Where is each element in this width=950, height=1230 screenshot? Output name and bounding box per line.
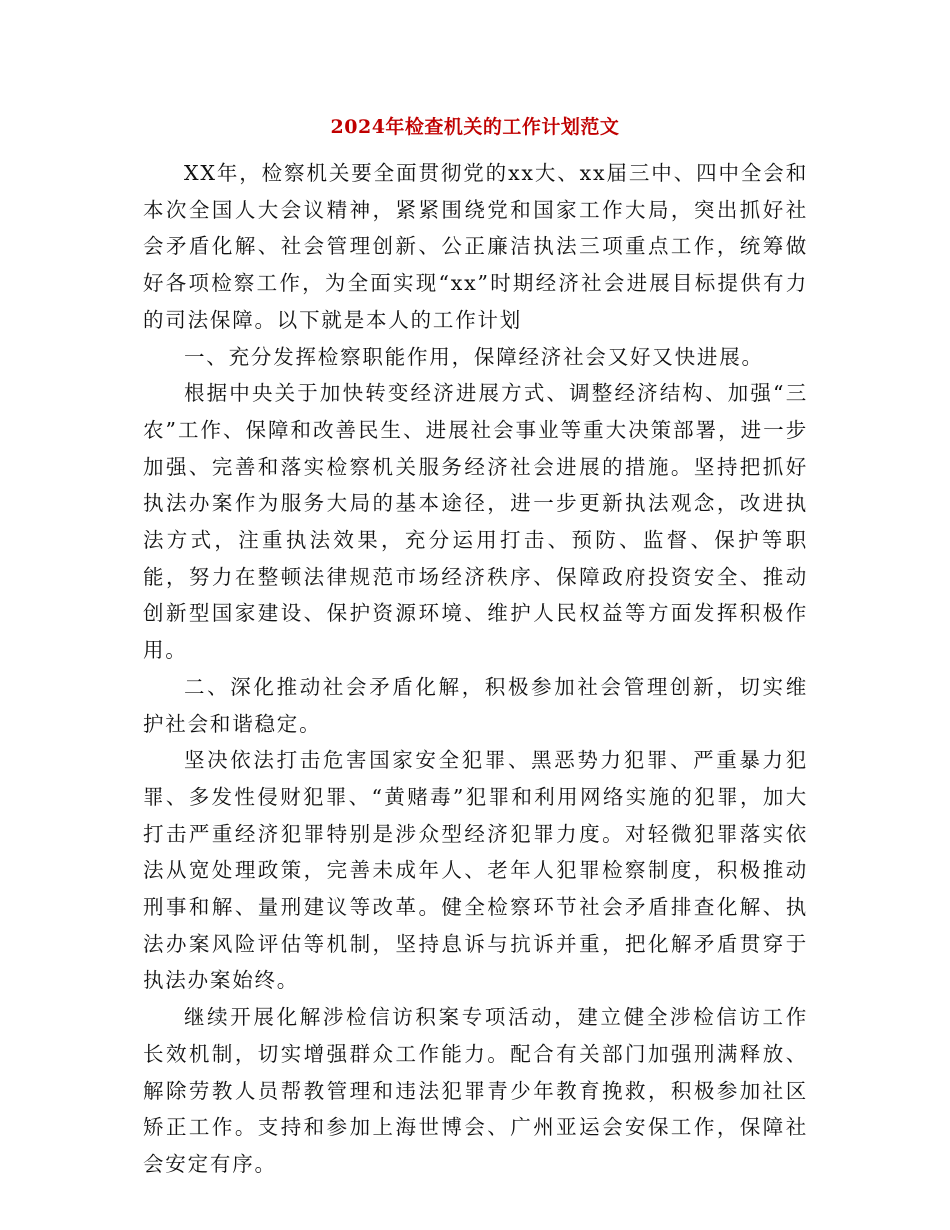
document-title: 2024年检查机关的工作计划范文 bbox=[330, 116, 620, 138]
paragraph-intro: XX年，检察机关要全面贯彻党的xx大、xx届三中、四中全会和本次全国人大会议精神，紧紧围绕党和国家工作大局，突出抓好社会矛盾化解、社会管理创新、公正廉洁执法三项重点工作，统筹做好各项检察工作，为全面实现“xx”时期经济社会进展目标提供有力的司法保障。以下就是本人的工作计划 bbox=[143, 161, 808, 332]
document-body bbox=[143, 155, 808, 1183]
paragraph-section-2b: 继续开展化解涉检信访积案专项活动，建立健全涉检信访工作长效机制，切实增强群众工作能力。配合有关部门加强刑满释放、解除劳教人员帮教管理和违法犯罪青少年教育挽救，积极参加社区矫正工作。支持和参加上海世博会、广州亚运会安保工作，保障社会安定有序。 bbox=[143, 1005, 808, 1176]
paragraph-section-1: 根据中央关于加快转变经济进展方式、调整经济结构、加强“三农”工作、保障和改善民生、进展社会事业等重大决策部署，进一步加强、完善和落实检察机关服务经济社会进展的措施。坚持把抓好执法办案作为服务大局的基本途径，进一步更新执法观念，改进执法方式，注重执法效果，充分运用打击、预防、监督、保护等职能，努力在整顿法律规范市场经济秩序、保障政府投资安全、推动创新型国家建设、保护资源环境、维护人民权益等方面发挥积极作用。 bbox=[143, 381, 808, 663]
section-heading-1: 一、充分发挥检察职能作用，保障经济社会又好又快进展。 bbox=[184, 344, 764, 369]
paragraph-section-2a: 坚决依法打击危害国家安全犯罪、黑恶势力犯罪、严重暴力犯罪、多发性侵财犯罪、“黄赌毒”犯罪和利用网络实施的犯罪，加大打击严重经济犯罪特别是涉众型经济犯罪力度。对轻微犯罪落实依法从宽处理政策，完善未成年人、老年人犯罪检察制度，积极推动刑事和解、量刑建议等改革。健全检察环节社会矛盾排查化解、执法办案风险评估等机制，坚持息诉与抗诉并重，把化解矛盾贯穿于执法办案始终。 bbox=[143, 748, 808, 993]
section-heading-2: 二、深化推动社会矛盾化解，积极参加社会管理创新，切实维护社会和谐稳定。 bbox=[143, 674, 808, 736]
